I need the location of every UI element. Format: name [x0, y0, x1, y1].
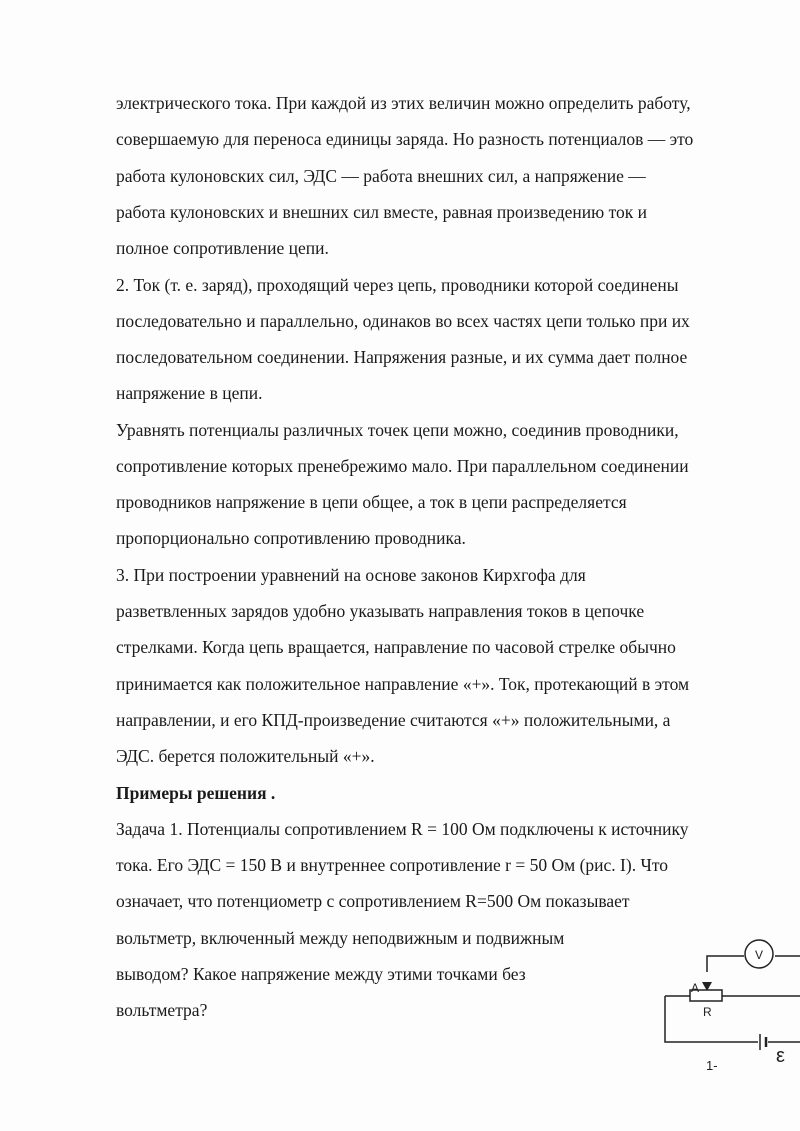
text-line: выводом? Какое напряжение между этими точками без	[116, 964, 526, 984]
text-line: 3. При построении уравнений на основе законов Кирхгофа для	[116, 565, 586, 585]
text-line: полное сопротивление цепи.	[116, 238, 329, 258]
text-line: означает, что потенциометр с сопротивлением R=500 Ом показывает	[116, 891, 630, 911]
wire	[665, 996, 758, 1042]
text-line: вольтметр, включенный между неподвижным и подвижным	[116, 928, 565, 948]
text-line: последовательном соединении. Напряжения разные, и их сумма дает полное	[116, 347, 688, 367]
resistor-label: R	[703, 1005, 712, 1019]
text-line: 2. Ток (т. е. заряд), проходящий через цепь, проводники которой соединены	[116, 275, 679, 295]
text-line: разветвленных зарядов удобно указывать направления токов в цепочке	[116, 601, 645, 621]
text-line: направлении, и его КПД-произведение считаются «+» положительными, а	[116, 710, 671, 730]
text-line: работа кулоновских и внешних сил вместе, равная произведению ток и	[116, 202, 648, 222]
text-line: тока. Его ЭДС = 150 В и внутреннее сопротивление r = 50 Ом (рис. I). Что	[116, 855, 668, 875]
text-line: принимается как положительное направление «+». Ток, протекающий в этом	[116, 674, 690, 694]
text-line: работа кулоновских сил, ЭДС — работа внешних сил, а напряжение —	[116, 166, 646, 186]
text-line: стрелками. Когда цепь вращается, направление по часовой стрелке обычно	[116, 637, 676, 657]
point-label: A	[691, 981, 700, 995]
text-line: ЭДС. берется положительный «+».	[116, 746, 375, 766]
wire	[707, 956, 744, 972]
text-line: электрического тока. При каждой из этих величин можно определить работу,	[116, 93, 691, 113]
text-line: сопротивление которых пренебрежимо мало. При параллельном соединении	[116, 456, 689, 476]
figure-caption: 1-	[706, 1058, 718, 1073]
text-line: последовательно и параллельно, одинаков во всех частях цепи только при их	[116, 311, 690, 331]
text-line: совершаемую для переноса единицы заряда. Но разность потенциалов — это	[116, 129, 694, 149]
text-line: проводников напряжение в цепи общее, а ток в цепи распределяется	[116, 492, 627, 512]
text-line: Задача 1. Потенциалы сопротивлением R = 100 Ом подключены к источнику	[116, 819, 689, 839]
text-line: вольтметра?	[116, 1000, 208, 1020]
text-line: пропорционально сопротивлению проводника.	[116, 528, 466, 548]
text-line: Уравнять потенциалы различных точек цепи можно, соединив проводники,	[116, 420, 679, 440]
section-heading: Примеры решения .	[116, 783, 276, 803]
text-line: напряжение в цепи.	[116, 383, 263, 403]
emf-label: ε	[776, 1045, 785, 1067]
voltmeter-label: V	[754, 948, 764, 962]
